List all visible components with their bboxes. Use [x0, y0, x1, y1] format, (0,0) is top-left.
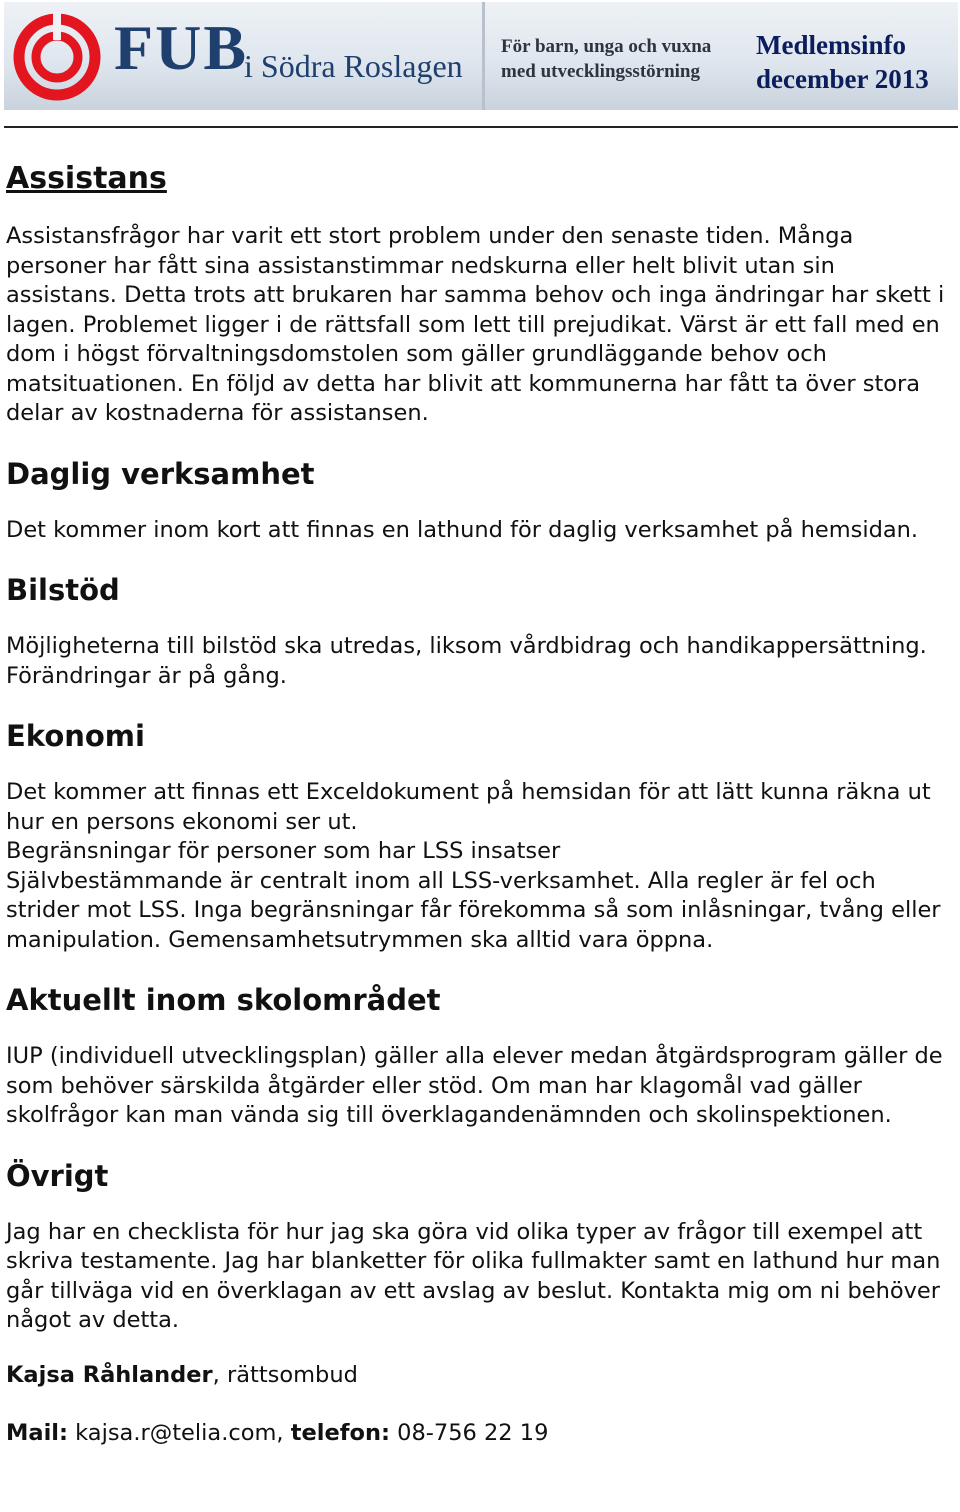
tagline-line-1: För barn, unga och vuxna	[501, 36, 712, 57]
section-heading-ovrigt: Övrigt	[6, 1158, 109, 1193]
issue-title	[756, 28, 929, 96]
logo-text: FUB	[114, 12, 248, 83]
header-divider	[482, 2, 485, 110]
paragraph-ekonomi-1: Det kommer att finnas ett Exceldokument på hemsidan för att lätt kunna räkna ut hur en persons ekonomi ser ut.	[6, 779, 931, 835]
mail-address[interactable]: kajsa.r@telia.com	[68, 1420, 277, 1446]
issue-date: december 2013	[756, 64, 929, 94]
section-heading-skolomradet: Aktuellt inom skolområdet	[6, 983, 441, 1017]
mail-label: Mail:	[6, 1420, 68, 1446]
paragraph-bilstod: Möjligheterna till bilstöd ska utredas, liksom vårdbidrag och handikappersättning. Förändringar är på gång.	[6, 633, 927, 689]
tagline	[501, 34, 711, 84]
fub-logo-icon	[12, 12, 102, 102]
section-heading-bilstod: Bilstöd	[6, 573, 120, 607]
phone-label: telefon:	[290, 1420, 390, 1446]
phone-number: 08-756 22 19	[389, 1420, 549, 1446]
header-rule	[4, 126, 958, 128]
contact-line: Mail: kajsa.r@telia.com, telefon: 08-756 22 19	[6, 1420, 549, 1446]
paragraph-ekonomi-3: Självbestämmande är centralt inom all LSS-verksamhet. Alla regler är fel och strider mot LSS. Inga begränsningar får förekomma så som inlåsningar, tvång eller manipulation. Gemensamhetsutrymmen ska alltid vara öppna.	[6, 867, 941, 953]
section-heading-ekonomi: Ekonomi	[6, 719, 145, 753]
section-heading-daglig-verksamhet: Daglig verksamhet	[6, 456, 315, 491]
section-heading-assistans: Assistans	[6, 161, 167, 196]
paragraph-ekonomi-2: Begränsningar för personer som har LSS insatser	[6, 838, 561, 864]
page-header	[4, 2, 958, 110]
tagline-line-2: med utvecklingsstörning	[501, 61, 700, 82]
paragraph-ovrigt: Jag har en checklista för hur jag ska göra vid olika typer av frågor till exempel att skriva testamente. Jag har blanketter för olika fullmakter samt en lathund hur man går tillväga vid en överklagan av ett avslag av beslut. Kontakta mig om ni behöver något av detta.	[6, 1218, 941, 1333]
article-body	[6, 158, 952, 1449]
paragraph-assistans: Assistansfrågor har varit ett stort problem under den senaste tiden. Många personer har fått sina assistanstimmar nedskurna eller helt blivit utan sin assistans. Detta trots att brukaren har samma behov och inga ändringar har skett i lagen. Problemet ligger i de rättsfall som lett till prejudikat. Värst är ett fall med en dom i högst förvaltningsdomstolen som gäller grundläggande behov och matsituationen. En följd av detta har blivit att kommunerna har fått ta över stora delar av kostnaderna för assistansen.	[6, 223, 945, 426]
signature-name: Kajsa Råhlander	[6, 1361, 213, 1388]
logo-region: i Södra Roslagen	[244, 48, 463, 84]
logo	[4, 2, 480, 110]
signature-role: rättsombud	[226, 1361, 358, 1388]
paragraph-daglig-verksamhet: Det kommer inom kort att finnas en lathund för daglig verksamhet på hemsidan.	[6, 516, 919, 543]
paragraph-skolomradet: IUP (individuell utvecklingsplan) gäller alla elever medan åtgärdsprogram gäller de som behöver särskilda åtgärder eller stöd. Om man har klagomål vad gäller skolfrågor kan man vända sig till överklagandenämnden och skolinspektionen.	[6, 1043, 943, 1128]
signature: Kajsa Råhlander, rättsombud	[6, 1361, 358, 1388]
issue-name: Medlemsinfo	[756, 30, 906, 60]
